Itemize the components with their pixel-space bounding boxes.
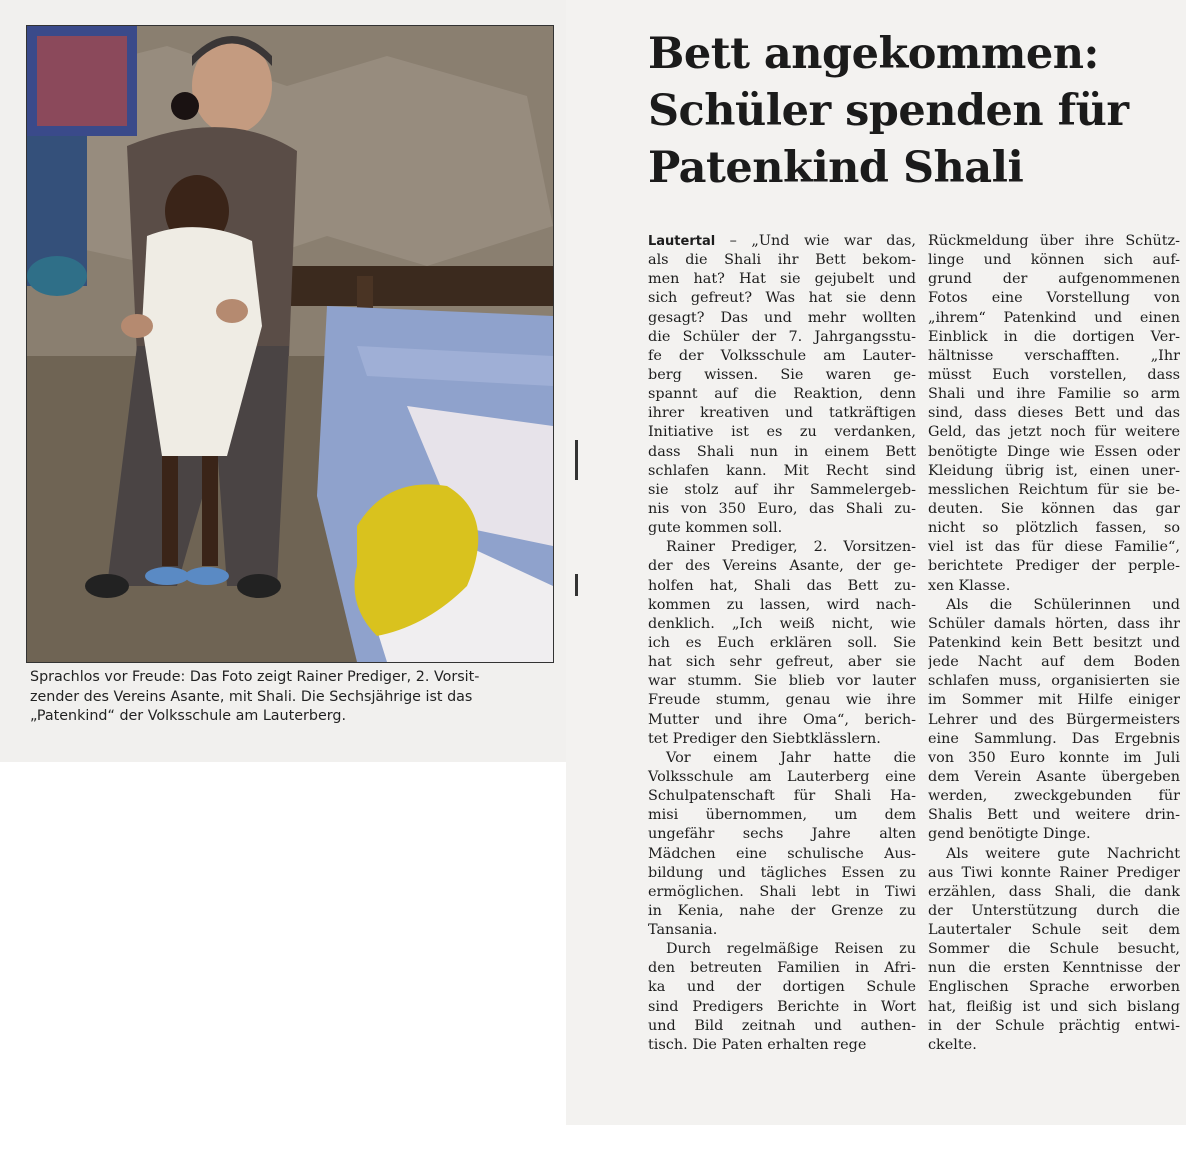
article-line: im Sommer mit Hilfe einiger: [928, 692, 1180, 709]
article-line: Kleidung übrig ist, einen uner-: [928, 462, 1180, 479]
article-line: Als die Schülerinnen und: [946, 596, 1180, 613]
dateline: Lautertal: [648, 234, 730, 249]
article-line: hat, fleißig ist und sich bislang: [928, 998, 1180, 1015]
article-line: holfen hat, Shali das Bett zu-: [648, 577, 916, 594]
article-line: Lehrer und des Bürgermeisters: [928, 711, 1180, 728]
article-line: schlafen kann. Mit Recht sind: [648, 462, 916, 479]
article-line: tisch. Die Paten erhalten rege: [648, 1036, 867, 1053]
article-line: ungefähr sechs Jahre alten: [648, 826, 916, 843]
article-line: ckelte.: [928, 1036, 977, 1053]
article-line: men hat? Hat sie gejubelt und: [648, 271, 916, 288]
article-line: werden, zweckgebunden für: [928, 788, 1180, 805]
article-line: fe der Volksschule am Lauter-: [648, 347, 916, 364]
article-line: Patenkind kein Bett besitzt und: [928, 634, 1180, 651]
article-line: Initiative ist es zu verdanken,: [648, 424, 916, 441]
article-line: grund der aufgenommenen: [928, 271, 1180, 288]
article-line: berichtete Prediger der perple-: [928, 558, 1180, 575]
article-line: Als weitere gute Nachricht: [946, 845, 1180, 862]
article-line: Schüler damals hörten, dass ihr: [928, 615, 1180, 632]
article-line: tet Prediger den Siebtklässlern.: [648, 730, 881, 747]
article-line: eine Sammlung. Das Ergebnis: [928, 730, 1180, 747]
article-line: Volksschule am Lauterberg eine: [648, 768, 916, 785]
caption-line: zender des Vereins Asante, mit Shali. Die Sechsjährige ist das: [30, 688, 473, 705]
caption-line: „Patenkind“ der Volksschule am Lauterberg.: [30, 708, 347, 724]
article-line: dass Shali nun in einem Bett: [648, 443, 916, 460]
article-line: die Schüler der 7. Jahrgangsstu-: [648, 328, 916, 345]
article-line: Schulpatenschaft für Shali Ha-: [648, 788, 916, 805]
article-line: spannt auf die Reaktion, denn: [648, 386, 916, 403]
headline-line: Bett angekommen:: [648, 29, 1099, 79]
article-line: Durch regelmäßige Reisen zu: [666, 941, 916, 958]
caption-line: Sprachlos vor Freude: Das Foto zeigt Rainer Prediger, 2. Vorsit-: [30, 669, 480, 685]
article-line: Freude stumm, genau wie ihre: [648, 692, 916, 709]
article-line: bildung und tägliches Essen zu: [648, 864, 916, 881]
article-line: erzählen, dass Shali, die dank: [928, 883, 1180, 900]
article-line: in Kenia, nahe der Grenze zu: [648, 902, 916, 919]
article-line: als die Shali ihr Bett bekom-: [648, 252, 916, 269]
article-line: linge und können sich auf-: [928, 252, 1180, 269]
article-line: Englischen Sprache erworben: [928, 979, 1180, 996]
article-line: Shalis Bett und weitere drin-: [928, 807, 1180, 824]
article-line: denklich. „Ich weiß nicht, wie: [648, 615, 916, 632]
article-line: gesagt? Das und mehr wollten: [648, 309, 916, 326]
article-line: sie stolz auf ihr Sammelergeb-: [648, 481, 916, 498]
headline: [648, 26, 1178, 197]
article-line: Rückmeldung über ihre Schütz-: [928, 233, 1180, 249]
article-line: nicht so plötzlich fassen, so: [928, 520, 1180, 537]
article-line: war stumm. Sie blieb vor lauter: [648, 673, 916, 690]
article-line: ich es Euch erklären soll. Sie: [648, 634, 916, 651]
article-line: Sommer die Schule besucht,: [928, 941, 1180, 958]
article-line: ermöglichen. Shali lebt in Tiwi: [648, 883, 916, 900]
article-line: von 350 Euro konnte im Juli: [928, 749, 1180, 766]
article-line: nis von 350 Euro, das Shali zu-: [648, 500, 916, 517]
article-photo: [26, 25, 554, 663]
article-line: der Unterstützung durch die: [928, 902, 1180, 919]
article-line: schlafen muss, organisierten sie: [928, 673, 1180, 690]
article-column-2: [928, 232, 1180, 1055]
article-line: Einblick in die dortigen Ver-: [928, 328, 1180, 345]
article-line: viel ist das für diese Familie“,: [928, 539, 1180, 556]
article-line: sind Predigers Berichte in Wort: [648, 998, 916, 1015]
article-column-1: [648, 232, 916, 1055]
article-line: deuten. Sie können das gar: [928, 500, 1180, 517]
article-line: nun die ersten Kenntnisse der: [928, 960, 1180, 977]
article-line: in der Schule prächtig entwi-: [928, 1017, 1180, 1034]
article-line: Shali und ihre Familie so arm: [928, 386, 1180, 403]
headline-line: Schüler spenden für: [648, 86, 1129, 136]
article-line: und Bild zeitnah und authen-: [648, 1017, 916, 1034]
article-line: gute kommen soll.: [648, 520, 783, 537]
article-line: [648, 232, 916, 251]
article-line: der des Vereins Asante, der ge-: [648, 558, 916, 575]
article-line: Vor einem Jahr hatte die: [666, 749, 916, 766]
article-line: kommen zu lassen, wird nach-: [648, 596, 916, 613]
article-line: xen Klasse.: [928, 577, 1011, 594]
article-line: gend benötigte Dinge.: [928, 826, 1091, 843]
article-line: ka und der dortigen Schule: [648, 979, 916, 996]
article-line: Mutter und ihre Oma“, berich-: [648, 711, 916, 728]
article-line: hältnisse verschafften. „Ihr: [928, 347, 1180, 364]
article-line: Geld, das jetzt noch für weitere: [928, 424, 1180, 441]
article-line: sind, dass dieses Bett und das: [928, 405, 1180, 422]
article-line: aus Tiwi konnte Rainer Prediger: [928, 864, 1180, 881]
article-line: berg wissen. Sie waren ge-: [648, 366, 916, 383]
gutter-mark: [575, 440, 578, 480]
article-line: Tansania.: [648, 922, 718, 939]
article-line: misi übernommen, um dem: [648, 807, 916, 824]
article-line: benötigte Dinge wie Essen oder: [928, 443, 1180, 460]
article-line: Fotos eine Vorstellung von: [928, 290, 1180, 307]
article-line: Lautertaler Schule seit dem: [928, 922, 1180, 939]
article-line: „ihrem“ Patenkind und einen: [928, 309, 1180, 326]
article-line: jede Nacht auf dem Boden: [928, 654, 1180, 671]
article-line: den betreuten Familien in Afri-: [648, 960, 916, 977]
article-line: müsst Euch vorstellen, dass: [928, 366, 1180, 383]
article-line: ihrer kreativen und tatkräftigen: [648, 405, 916, 422]
photo-man-and-girl-icon: [27, 26, 553, 662]
article-line: sich gefreut? Was hat sie denn: [648, 290, 916, 307]
article-line: Mädchen eine schulische Aus-: [648, 845, 916, 862]
article-line: Rainer Prediger, 2. Vorsitzen-: [666, 539, 916, 556]
article-line-text: – „Und wie war das,: [729, 233, 916, 249]
article-line: messlichen Reichtum für sie be-: [928, 481, 1180, 498]
photo-caption: [30, 668, 550, 727]
article-line: hat sich sehr gefreut, aber sie: [648, 654, 916, 671]
article-line: dem Verein Asante übergeben: [928, 768, 1180, 785]
headline-line: Patenkind Shali: [648, 143, 1024, 193]
gutter-mark: [575, 574, 578, 596]
